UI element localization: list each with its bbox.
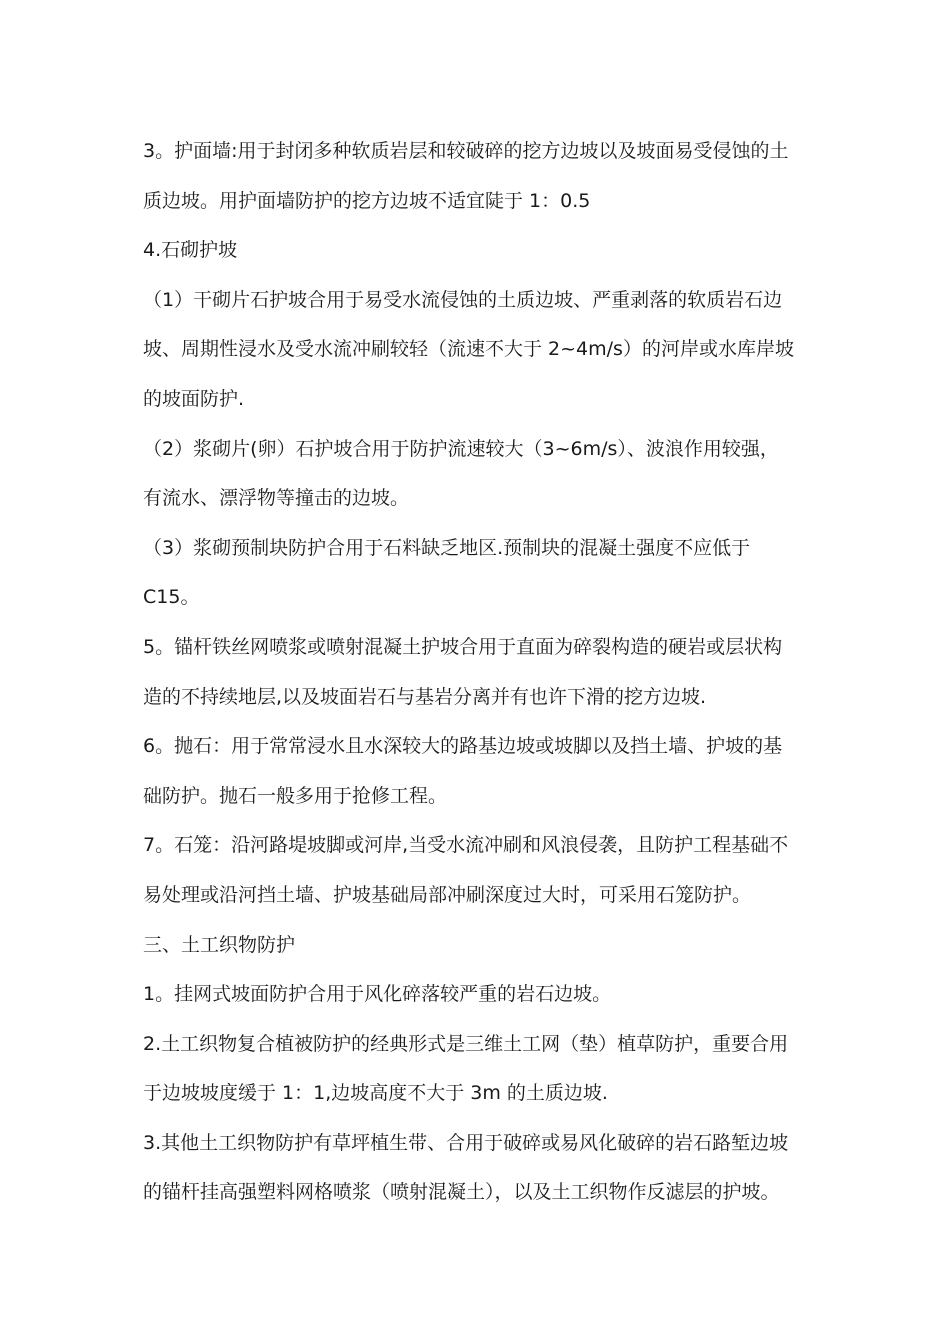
text-line: 造的不持续地层,以及坡面岩石与基岩分离并有也许下滑的挖方边坡. (143, 685, 707, 708)
text-line: 5。锚杆铁丝网喷浆或喷射混凝土护坡合用于直面为碎裂构造的硬岩或层状构 (143, 635, 783, 658)
text-line: 易处理或沿河挡土墙、护坡基础局部冲刷深度过大时，可采用石笼防护。 (143, 883, 752, 906)
text-line: （1）干砌片石护坡合用于易受水流侵蚀的土质边坡、严重剥落的软质岩石边 (143, 288, 783, 311)
text-line: 2.土工织物复合植被防护的经典形式是三维土工网（垫）植草防护，重要合用 (143, 1032, 789, 1055)
section-heading: 4.石砌护坡 (143, 239, 238, 262)
text-line: 的锚杆挂高强塑料网格喷浆（喷射混凝土），以及土工织物作反滤层的护坡。 (143, 1181, 780, 1204)
text-line: 质边坡。用护面墙防护的挖方边坡不适宜陡于 1：0.5 (143, 189, 591, 212)
text-line: （2）浆砌片(卵）石护坡合用于防护流速较大（3~6m/s）、波浪作用较强， (143, 437, 779, 460)
text-line: 于边坡坡度缓于 1：1,边坡高度不大于 3m 的土质边坡. (143, 1082, 608, 1105)
text-line: 础防护。抛石一般多用于抢修工程。 (143, 784, 448, 807)
document-body (143, 127, 803, 1218)
text-line: 3.其他土工织物防护有草坪植生带、合用于破碎或易风化破碎的岩石路堑边坡 (143, 1131, 789, 1154)
text-line: 3。护面墙:用于封闭多种软质岩层和较破碎的挖方边坡以及坡面易受侵蚀的土 (143, 140, 789, 162)
text-line: 1。挂网式坡面防护合用于风化碎落较严重的岩石边坡。 (143, 983, 612, 1006)
text-line: 6。抛石：用于常常浸水且水深较大的路基边坡或坡脚以及挡土墙、护坡的基 (143, 735, 783, 758)
text-line: 坡、周期性浸水及受水流冲刷较轻（流速不大于 2~4m/s）的河岸或水库岸坡 (143, 338, 794, 361)
text-line: （3）浆砌预制块防护合用于石料缺乏地区.预制块的混凝土强度不应低于 (143, 536, 751, 559)
text-line: 有流水、漂浮物等撞击的边坡。 (143, 487, 410, 510)
text-line: C15。 (143, 586, 200, 609)
section-heading: 三、土工织物防护 (143, 933, 296, 956)
text-line: 7。石笼：沿河路堤坡脚或河岸,当受水流冲刷和风浪侵袭，且防护工程基础不 (143, 834, 789, 857)
text-line: 的坡面防护. (143, 387, 245, 410)
